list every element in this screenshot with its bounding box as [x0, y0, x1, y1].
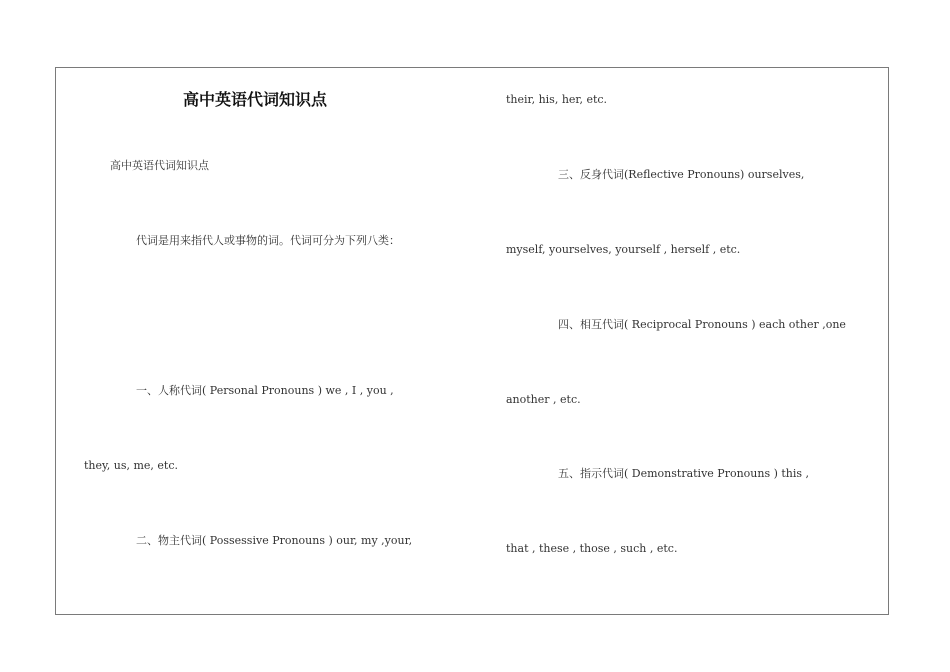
demonstrative-pronouns-line-1: 五、指示代词( Demonstrative Pronouns ) this , [558, 467, 810, 480]
page-frame [55, 67, 889, 615]
intro-paragraph: 代词是用来指代人或事物的词。代词可分为下列八类： [136, 234, 400, 247]
reciprocal-pronouns-line-1: 四、相互代词( Reciprocal Pronouns ) each other ,one [558, 318, 846, 331]
reciprocal-pronouns-line-2: another , etc. [506, 393, 581, 406]
possessive-pronouns-line-2: their, his, her, etc. [506, 93, 608, 106]
personal-pronouns-line-2: they, us, me, etc. [84, 459, 179, 472]
demonstrative-pronouns-line-2: that , these , those , such , etc. [506, 542, 678, 555]
subtitle: 高中英语代词知识点 [110, 159, 209, 172]
reflective-pronouns-line-1: 三、反身代词(Reflective Pronouns) ourselves, [558, 168, 805, 181]
document-title: 高中英语代词知识点 [183, 90, 328, 109]
personal-pronouns-line-1: 一、人称代词( Personal Pronouns ) we , I , you , [136, 384, 394, 397]
reflective-pronouns-line-2: myself, yourselves, yourself , herself , etc. [506, 243, 741, 256]
possessive-pronouns-line-1: 二、物主代词( Possessive Pronouns ) our, my ,your, [136, 534, 413, 547]
